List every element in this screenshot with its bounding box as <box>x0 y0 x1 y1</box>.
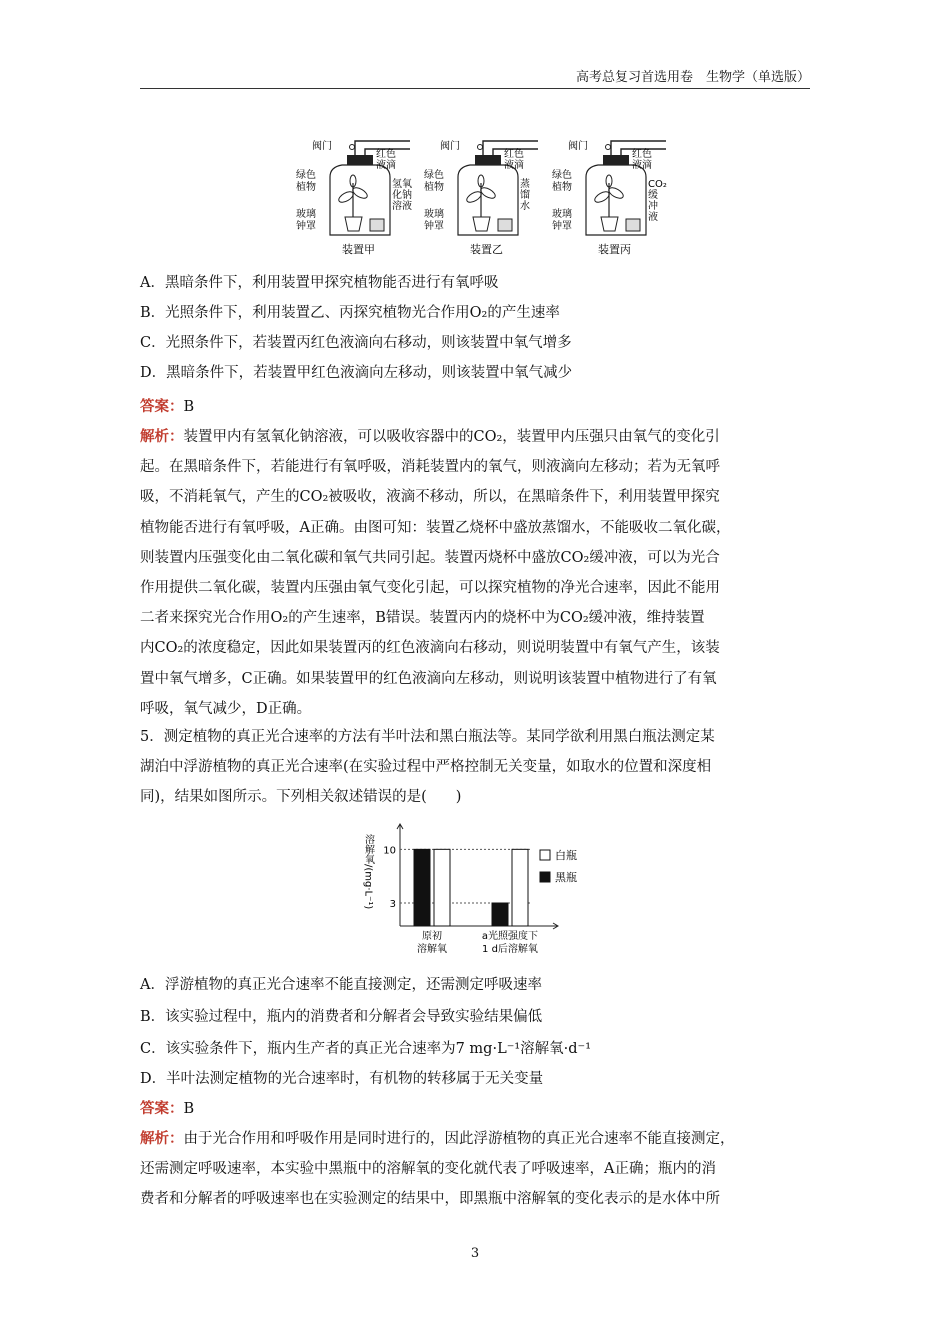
beaker <box>498 219 512 231</box>
label-right: 溶液 <box>392 201 412 212</box>
apparatus-2 <box>424 139 538 256</box>
q5-option-d: D．半叶法测定植物的光合速率时，有机物的转移属于无关变量 <box>140 1071 544 1087</box>
leaf-icon <box>607 186 625 201</box>
label-valve: 阀门 <box>312 141 332 152</box>
x-tick-label: 1 d后溶解氧 <box>482 944 538 955</box>
leaf-icon <box>479 186 497 201</box>
label-right: 氢氧 <box>392 179 412 190</box>
q4-option-d: D．黑暗条件下，若装置甲红色液滴向左移动，则该装置中氧气减少 <box>140 365 573 381</box>
pot <box>601 217 618 231</box>
label-droplet: 红色 <box>376 149 396 160</box>
label-valve: 阀门 <box>568 141 588 152</box>
y-axis-label: 溶解氧/(mg·L⁻¹) <box>362 834 374 910</box>
y-tick-label: 3 <box>389 899 396 910</box>
label-right: 缓 <box>648 190 658 201</box>
q5-option-c: C．该实验条件下，瓶内生产者的真正光合速率为7 mg·L⁻¹溶解氧·d⁻¹ <box>140 1041 592 1057</box>
label-right: 液 <box>648 212 658 223</box>
apparatus-3 <box>552 139 667 256</box>
label-left: 玻璃 <box>552 209 572 220</box>
q4-option-b: B．光照条件下，利用装置乙、丙探究植物光合作用O₂的产生速率 <box>140 305 560 321</box>
label-left: 钟罩 <box>296 221 316 232</box>
label-right: 蒸 <box>520 179 530 190</box>
bar-white-bottle <box>434 849 450 926</box>
valve-icon <box>478 145 483 150</box>
valve-icon <box>350 145 355 150</box>
q4-analysis: 解析：装置甲内有氢氧化钠溶液，可以吸收容器中的CO₂，装置甲内压强只由氧气的变化引 起。在黑暗条件下，若能进行有氧呼吸，消耗装置内的氧气，则液滴向左移动；若为无氧呼 吸，不消耗氧气，产生的CO₂被吸收，液滴不移动，所以，在黑暗条件下，利用装置甲探究 植物能否进行有氧呼吸，A正确。由图可知：装置乙烧杯中盛放蒸馏水，不能吸收二氧化碳， 则装置内压强变化由二氧化碳和氧气共同引起。装置丙烧杯中盛放CO₂缓冲液，可以为光合 作用提供二氧化碳，装置内压强由氧气变化引起，可以探究植物的净光合速率，因此不能用 二者来探究光合作用O₂的产生速率，B错误。装置丙内的烧杯中为CO₂缓冲液，维持装置 内CO₂的浓度稳定，因此如果装置丙的红色液滴向右移动，则说明装置中有氧气产生，该装 置中氧气增多，C正确。如果装置甲的红色液滴向左移动，则说明该装置中植物进行了有氧 呼吸，氧气减少，D正确。 <box>140 428 731 717</box>
bar-white-bottle <box>512 849 528 926</box>
stopper <box>475 155 501 165</box>
pot <box>345 217 362 231</box>
label-left: 钟罩 <box>552 221 572 232</box>
device-caption: 装置甲 <box>342 243 375 256</box>
stopper <box>603 155 629 165</box>
legend-black-label: 黑瓶 <box>555 871 577 884</box>
x-tick-label: a光照强度下 <box>481 931 539 942</box>
label-left: 植物 <box>296 182 316 193</box>
leaf-icon <box>465 190 483 205</box>
valve-icon <box>606 145 611 150</box>
header-title: 高考总复习首选用卷 生物学（单选版） <box>575 70 810 85</box>
device-caption: 装置乙 <box>470 243 503 256</box>
beaker <box>370 219 384 231</box>
q4-answer: 答案：B <box>140 398 195 415</box>
q5-answer: 答案：B <box>140 1100 195 1117</box>
label-right: 冲 <box>648 201 658 212</box>
page-number: 3 <box>470 1246 480 1261</box>
q5-analysis: 解析：由于光合作用和呼吸作用是同时进行的，因此浮游植物的真正光合速率不能直接测定， 还需测定呼吸速率，本实验中黑瓶中的溶解氧的变化就代表了呼吸速率，A正确；瓶内的消 费者和分解者的呼吸速率也在实验测定的结果中，即黑瓶中溶解氧的变化表示的是水体中所 <box>140 1130 735 1208</box>
x-tick-label: 溶解氧 <box>417 944 447 955</box>
label-droplet: 红色 <box>504 149 524 160</box>
label-droplet: 液滴 <box>504 160 524 171</box>
label-left: 玻璃 <box>296 209 316 220</box>
q5-option-b: B．该实验过程中，瓶内的消费者和分解者会导致实验结果偏低 <box>140 1009 543 1025</box>
label-right: 馏 <box>520 190 530 201</box>
label-right: 化钠 <box>392 190 412 201</box>
apparatus-figure <box>290 135 670 260</box>
leaf-icon <box>351 186 369 201</box>
label-left: 玻璃 <box>424 209 444 220</box>
legend-white-label: 白瓶 <box>555 849 577 862</box>
bar-black-bottle <box>492 903 508 926</box>
legend-white-swatch <box>540 850 550 860</box>
label-left: 钟罩 <box>424 221 444 232</box>
q4-option-a: A．黑暗条件下，利用装置甲探究植物能否进行有氧呼吸 <box>140 275 499 291</box>
q5-stem: 5．测定植物的真正光合速率的方法有半叶法和黑白瓶法等。某同学欲利用黑白瓶法测定某 湖泊中浮游植物的真正光合速率(在实验过程中严格控制无关变量，如取水的位置和深度相 同)，结果如图所示。下列相关叙述错误的是( ) <box>140 729 715 806</box>
page-header <box>140 66 810 89</box>
label-left: 植物 <box>424 182 444 193</box>
leaf-icon <box>593 190 611 205</box>
label-left: 绿色 <box>296 170 316 181</box>
label-right: 水 <box>520 201 530 212</box>
x-tick-label: 原初 <box>422 931 442 942</box>
label-left: 绿色 <box>552 170 572 181</box>
apparatus-1 <box>296 139 412 256</box>
q5-option-a: A．浮游植物的真正光合速率不能直接测定，还需测定呼吸速率 <box>140 977 542 993</box>
label-droplet: 红色 <box>632 149 652 160</box>
q4-option-c: C．光照条件下，若装置丙红色液滴向右移动，则该装置中氧气增多 <box>140 335 572 351</box>
label-right: CO₂ <box>648 179 667 190</box>
label-left: 植物 <box>552 182 572 193</box>
y-tick-label: 10 <box>383 845 396 857</box>
legend-black-swatch <box>540 872 550 882</box>
label-valve: 阀门 <box>440 141 460 152</box>
label-droplet: 液滴 <box>376 160 396 171</box>
label-left: 绿色 <box>424 170 444 181</box>
stopper <box>347 155 373 165</box>
dissolved-oxygen-chart <box>360 820 620 960</box>
leaf-icon <box>337 190 355 205</box>
bar-black-bottle <box>414 849 430 926</box>
pot <box>473 217 490 231</box>
device-caption: 装置丙 <box>598 243 631 256</box>
beaker <box>626 219 640 231</box>
label-droplet: 液滴 <box>632 160 652 171</box>
